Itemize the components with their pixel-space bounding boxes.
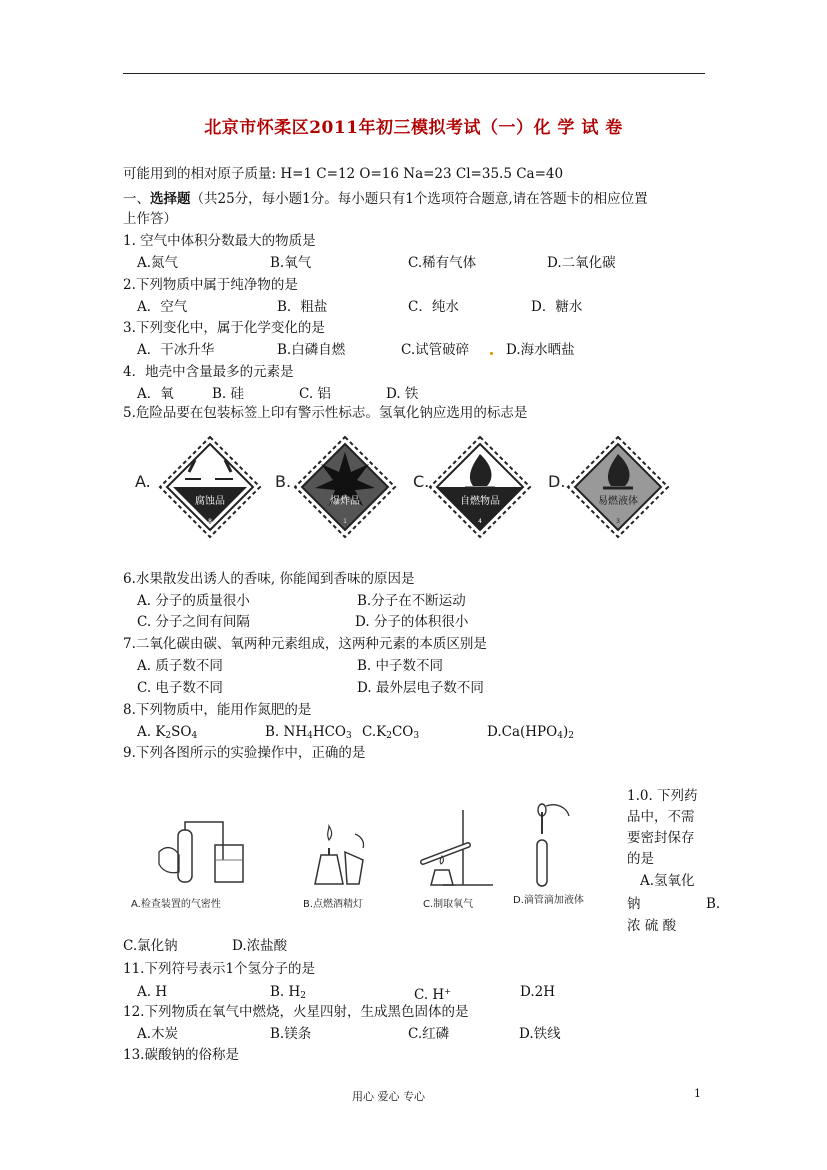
q4-option-c[interactable]: C. 铝 <box>299 386 331 402</box>
q7-option-b[interactable]: B. 中子数不同 <box>357 658 444 674</box>
section-heading-bold: 选择题 <box>150 191 191 207</box>
q11-option-d[interactable]: D.2H <box>520 984 555 1000</box>
q8-a-mid: SO <box>171 724 192 740</box>
q8-c-sub2: 3 <box>413 731 420 741</box>
lab-caption-d: D.滴管滴加液体 <box>513 895 584 906</box>
question-5: 5.危险品要在包装标签上印有警示性标志。氢氧化钠应选用的标志是 <box>123 405 528 421</box>
q10-line-4: 的是 <box>627 851 654 867</box>
test-tube-icon <box>178 830 192 882</box>
hazard-labels-figure <box>125 432 680 542</box>
q8-c-sub1: 2 <box>386 731 392 741</box>
q8-b-sub1: 4 <box>307 731 313 741</box>
q11-c-prefix: C. H <box>414 987 445 1003</box>
q2-option-d[interactable]: D．糖水 <box>531 299 583 315</box>
q2-option-b[interactable]: B．粗盐 <box>277 299 328 315</box>
question-1: 1. 空气中体积分数最大的物质是 <box>123 233 316 249</box>
q12-option-a[interactable]: A.木炭 <box>137 1026 179 1042</box>
lab-operations-figure <box>123 800 618 920</box>
q7-option-a[interactable]: A. 质子数不同 <box>137 658 223 674</box>
q11-b-prefix: B. H <box>270 984 301 1000</box>
q8-c-mid: CO <box>391 724 414 740</box>
q3-option-b[interactable]: B.白磷自燃 <box>277 342 346 358</box>
q8-option-b[interactable] <box>265 723 352 745</box>
q10-line-1: 1.0. 下列药 <box>627 788 698 804</box>
q4-option-a[interactable]: A．氧 <box>137 386 174 402</box>
q6-option-b[interactable]: B.分子在不断运动 <box>357 593 466 609</box>
hazard-label-b-letter: B. <box>275 472 292 491</box>
q12-option-b[interactable]: B.镁条 <box>270 1026 312 1042</box>
q6-option-c[interactable]: C. 分子之间有间隔 <box>137 614 250 630</box>
alcohol-lamp-icon <box>431 870 453 885</box>
question-9: 9.下列各图所示的实验操作中，正确的是 <box>123 745 366 761</box>
hazard-label-b-class: 1 <box>343 518 347 525</box>
lab-figure-c[interactable] <box>423 810 493 910</box>
q8-b-prefix: B. NH <box>265 724 308 740</box>
lab-caption-c: C.制取氧气 <box>423 899 474 910</box>
hand-icon <box>159 848 179 873</box>
hazard-label-d[interactable] <box>548 437 668 537</box>
q6-option-d[interactable]: D. 分子的体积很小 <box>355 614 469 630</box>
alcohol-lamp-icon <box>315 855 343 884</box>
q4-option-d[interactable]: D. 铁 <box>386 386 419 402</box>
q4-option-b[interactable]: B. 硅 <box>212 386 245 402</box>
question-11: 11.下列符号表示1个氢分子的是 <box>123 961 316 977</box>
test-tube-icon <box>537 840 547 886</box>
q2-option-c[interactable]: C．纯水 <box>408 299 459 315</box>
q7-option-d[interactable]: D. 最外层电子数不同 <box>357 680 484 696</box>
q11-c-sup: + <box>444 987 451 996</box>
lab-figure-b[interactable] <box>303 826 364 910</box>
header-rule <box>123 73 705 74</box>
q11-b-sub: 2 <box>300 991 307 1001</box>
q12-option-d[interactable]: D.铁线 <box>519 1026 561 1042</box>
section-heading <box>123 190 648 208</box>
atomic-masses: 可能用到的相对原子质量: H=1 C=12 O=16 Na=23 Cl=35.5 Ca=40 <box>123 166 564 182</box>
hazard-label-d-class: 3 <box>616 518 620 525</box>
q8-option-c[interactable] <box>362 723 419 745</box>
q8-a-prefix: A. K <box>137 724 166 740</box>
q7-option-c[interactable]: C. 电子数不同 <box>137 680 223 696</box>
page-number: 1 <box>694 1087 701 1100</box>
hazard-label-a-letter: A. <box>135 472 151 491</box>
question-13: 13.碳酸钠的俗称是 <box>123 1047 239 1063</box>
hazard-label-d-name: 易燃液体 <box>598 496 638 507</box>
lab-figure-a[interactable] <box>131 822 243 910</box>
question-7: 7.二氧化碳由碳、氧两种元素组成，这两种元素的本质区别是 <box>123 636 487 652</box>
lab-figure-d[interactable] <box>513 804 584 906</box>
q1-option-c[interactable]: C.稀有气体 <box>408 255 477 271</box>
beaker-icon <box>215 845 243 882</box>
hand-icon <box>546 805 569 816</box>
q10-option-a-cont: 钠 <box>627 896 641 912</box>
q8-c-prefix: C.K <box>362 724 387 740</box>
q10-line-2: 品中，不需 <box>627 809 695 825</box>
question-12: 12.下列物质在氧气中燃烧，火星四射，生成黑色固体的是 <box>123 1004 469 1020</box>
q11-option-b[interactable] <box>270 983 306 1005</box>
q3-option-c[interactable]: C.试管破碎 <box>401 342 470 358</box>
hazard-label-c-name: 自燃物品 <box>460 496 500 507</box>
q2-option-a[interactable]: A．空气 <box>137 299 188 315</box>
q11-option-a[interactable]: A. H <box>137 984 168 1000</box>
hazard-label-b-name: 爆炸品 <box>330 496 360 507</box>
hazard-label-c-letter: C. <box>413 472 430 491</box>
q8-a-sub1: 2 <box>165 731 172 741</box>
q8-d-sub2: 2 <box>568 731 574 741</box>
q8-d-suffix: ) <box>562 724 569 740</box>
q8-d-prefix: D.Ca(HPO <box>487 724 558 740</box>
section-heading-line2: 上作答） <box>123 211 177 227</box>
q8-a-sub2: 4 <box>191 731 198 741</box>
q10-option-c[interactable]: C.氯化钠 <box>123 938 178 954</box>
q8-option-d[interactable] <box>487 723 574 745</box>
q10-option-d[interactable]: D.浓盐酸 <box>232 938 288 954</box>
hazard-label-c[interactable] <box>413 437 530 537</box>
q3-option-d[interactable]: D.海水晒盐 <box>506 342 575 358</box>
hazard-label-b[interactable] <box>275 437 395 537</box>
q10-option-a[interactable]: A.氢氧化 <box>640 873 695 889</box>
q8-b-sub2: 3 <box>346 731 352 741</box>
hazard-label-a[interactable] <box>135 437 260 537</box>
stray-mark <box>490 352 493 355</box>
q3-option-a[interactable]: A．干冰升华 <box>137 342 215 358</box>
q1-option-d[interactable]: D.二氧化碳 <box>547 255 616 271</box>
question-8: 8.下列物质中，能用作氮肥的是 <box>123 702 312 718</box>
section-heading-rest: （共25分，每小题1分。每小题只有1个选项符合题意,请在答题卡的相应位置 <box>190 191 648 207</box>
q1-option-b[interactable]: B.氧气 <box>270 255 312 271</box>
q11-option-c[interactable] <box>414 983 451 1004</box>
q8-option-a[interactable] <box>137 723 197 745</box>
q10-option-b[interactable]: B. <box>706 896 721 912</box>
footer-motto: 用心 爱心 专心 <box>352 1090 425 1103</box>
section-heading-prefix: 一、 <box>123 191 150 207</box>
q8-b-mid: HCO <box>312 724 346 740</box>
question-3: 3.下列变化中，属于化学变化的是 <box>123 320 325 336</box>
q6-option-a[interactable]: A. 分子的质量很小 <box>137 593 250 609</box>
page-title: 北京市怀柔区2011年初三模拟考试（一）化 学 试 卷 <box>204 118 623 138</box>
hazard-label-a-class: 8 <box>208 518 212 525</box>
q10-line-3: 要密封保存 <box>627 830 695 846</box>
lab-caption-b: B.点燃酒精灯 <box>303 899 364 910</box>
q12-option-c[interactable]: C.红磷 <box>408 1026 450 1042</box>
question-4: 4．地壳中含量最多的元素是 <box>123 364 294 380</box>
q8-d-sub1: 4 <box>557 731 563 741</box>
question-2: 2.下列物质中属于纯净物的是 <box>123 277 298 293</box>
flame-icon <box>328 826 332 840</box>
question-6: 6.水果散发出诱人的香味, 你能闻到香味的原因是 <box>123 571 415 587</box>
hazard-label-c-class: 4 <box>478 518 482 525</box>
q1-option-a[interactable]: A.氮气 <box>137 255 179 271</box>
hazard-label-a-name: 腐蚀品 <box>195 496 225 507</box>
q10-option-b-cont: 浓 硫 酸 <box>627 918 677 934</box>
hazard-label-d-letter: D. <box>548 472 566 491</box>
lab-caption-a: A.检查装置的气密性 <box>131 899 221 910</box>
